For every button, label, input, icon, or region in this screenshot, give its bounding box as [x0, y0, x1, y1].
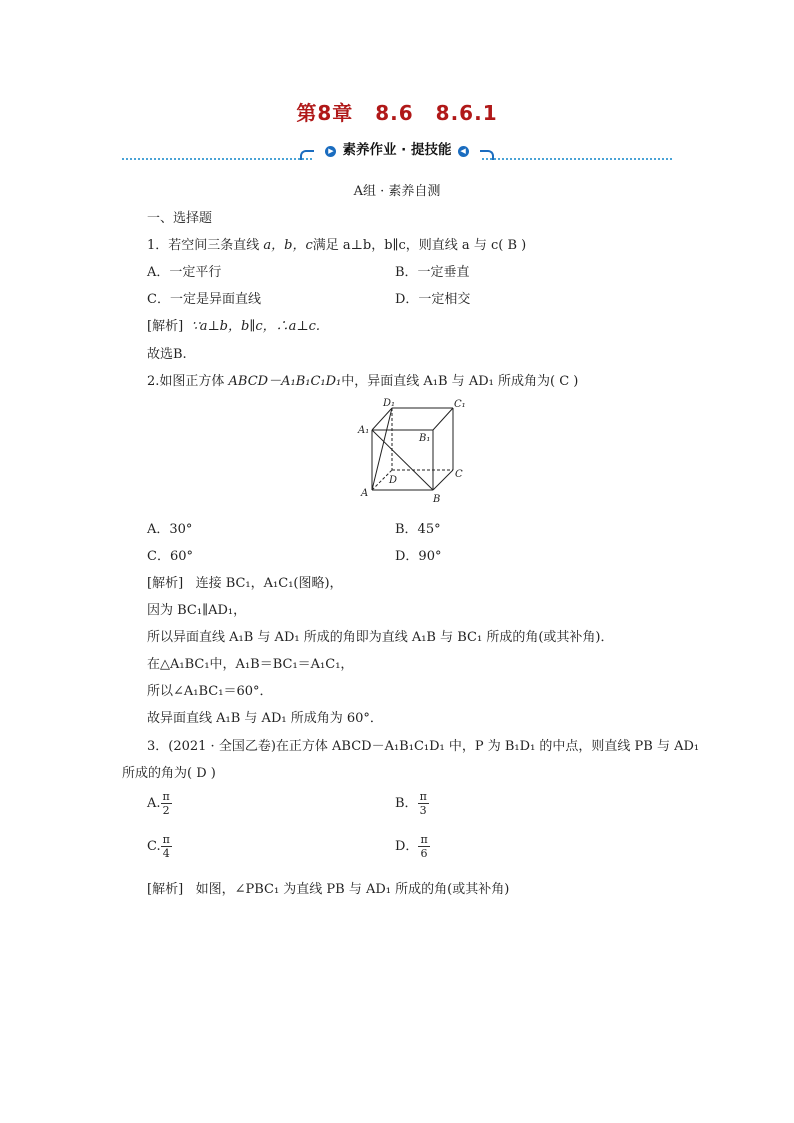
chapter-heading: [0, 97, 794, 126]
subsection-number: 8.6.1: [435, 101, 498, 125]
q1-option-d: D．一定相交: [395, 292, 471, 307]
label-c: C: [455, 469, 463, 480]
q3-stem-a: 所成的角为(: [122, 766, 193, 781]
q2-stem-body: ABCD－A₁B₁C₁D₁: [228, 374, 342, 389]
q1-stem-prefix: 1．若空间三条直线: [147, 238, 264, 253]
q3-option-a-den: 2: [162, 804, 170, 817]
q3-option-a-fraction: [161, 790, 172, 817]
q2-stem-a: 2.如图正方体: [147, 374, 229, 389]
cube-figure: [355, 398, 480, 506]
q2-option-b: B．45°: [395, 522, 441, 537]
q2-analysis-line-1: [147, 572, 343, 591]
q3-analysis-label: [解析]: [147, 882, 184, 897]
chapter-number: 第8章: [296, 101, 354, 125]
q1-stem-end: ): [521, 238, 527, 253]
question-3-stem-line-2: [122, 762, 216, 781]
label-b1: B₁: [419, 433, 431, 444]
q2-analysis-line-3: 所以异面直线 A₁B 与 AD₁ 所成的角即为直线 A₁B 与 BC₁ 所成的角(或其补角)．: [147, 630, 614, 645]
question-1-stem: [147, 234, 526, 253]
q3-option-d: [395, 833, 430, 860]
q1-conclusion: 故选B.: [147, 347, 187, 362]
q1-analysis: [147, 315, 320, 334]
q3-analysis-text: 如图，∠PBC₁ 为直线 PB 与 AD₁ 所成的角(或其补角): [195, 882, 510, 897]
q3-option-d-label: D．: [395, 839, 419, 854]
q3-option-c-label: C.: [147, 839, 161, 854]
q3-option-d-den: 6: [420, 847, 428, 860]
q1-option-c: C．一定是异面直线: [147, 292, 261, 307]
question-2-stem: [147, 370, 578, 389]
q1-analysis-label: [解析]: [147, 319, 184, 334]
q3-option-b: [395, 790, 429, 817]
decorative-divider-right: [482, 158, 672, 160]
q3-option-b-den: 3: [419, 804, 427, 817]
q2-analysis-line-5: 所以∠A₁BC₁＝60°．: [147, 684, 273, 699]
q2-analysis-line-4: 在△A₁BC₁中，A₁B＝BC₁＝A₁C₁，: [147, 657, 354, 672]
play-left-icon: ◀: [458, 146, 469, 157]
q3-option-c: [147, 833, 172, 860]
q2-stem-end: ): [573, 374, 579, 389]
question-3-stem-line-1: 3．(2021 · 全国乙卷)在正方体 ABCD－A₁B₁C₁D₁ 中，P 为 B₁D₁ 的中点，则直线 PB 与 AD₁: [147, 739, 700, 754]
q3-answer: D: [196, 766, 207, 781]
label-d: D: [389, 475, 398, 486]
q2-analysis-text-1: 连接 BC₁，A₁C₁(图略)，: [195, 576, 343, 591]
q3-option-b-num: π: [419, 790, 427, 803]
q2-option-c: C．60°: [147, 549, 193, 564]
q1-answer: B: [507, 238, 518, 253]
label-a: A: [361, 488, 369, 499]
q3-analysis: [147, 878, 509, 897]
label-b: B: [433, 494, 441, 505]
q3-option-c-den: 4: [162, 847, 170, 860]
q1-stem-mid: 满足 a⊥b，b∥c，则直线 a 与 c(: [312, 238, 504, 253]
q1-option-a: A．一定平行: [147, 265, 222, 280]
q2-option-a: A．30°: [147, 522, 193, 537]
label-d1: D₁: [383, 398, 396, 409]
section-number: 8.6: [375, 101, 414, 125]
q3-stem-b: ): [210, 766, 216, 781]
q1-option-b: B．一定垂直: [395, 265, 470, 280]
q1-stem-vars: a，b，c: [263, 238, 313, 253]
decorative-divider-left: [122, 158, 312, 160]
q2-answer: C: [559, 374, 570, 389]
q3-option-a-label: A.: [147, 796, 161, 811]
q2-option-d: D．90°: [395, 549, 442, 564]
label-a1: A₁: [358, 425, 370, 436]
play-right-icon: ▶: [325, 146, 336, 157]
group-title: A组 · 素养自测: [353, 184, 441, 199]
q3-option-b-fraction: [418, 790, 429, 817]
part-title: 一、选择题: [147, 211, 213, 226]
q2-analysis-line-6: 故异面直线 A₁B 与 AD₁ 所成角为 60°．: [147, 711, 383, 726]
edge-b-c: [433, 470, 453, 490]
banner-text: 素养作业 · 提技能: [342, 142, 452, 158]
q2-analysis-line-2: 因为 BC₁∥AD₁，: [147, 603, 247, 618]
q2-stem-b: 中，异面直线 A₁B 与 AD₁ 所成角为(: [341, 374, 556, 389]
q3-option-a-num: π: [162, 790, 170, 803]
q3-option-d-num: π: [420, 833, 428, 846]
edge-b1-c1: [433, 408, 453, 430]
q1-analysis-text: ∵a⊥b，b∥c，∴a⊥c.: [191, 319, 320, 334]
q3-option-c-fraction: [161, 833, 172, 860]
q3-option-a: [147, 790, 172, 817]
q3-option-b-label: B．: [395, 796, 418, 811]
q3-option-d-fraction: [418, 833, 429, 860]
q3-option-c-num: π: [162, 833, 170, 846]
section-banner: [0, 138, 794, 158]
q2-analysis-label: [解析]: [147, 576, 184, 591]
label-c1: C₁: [454, 399, 466, 410]
